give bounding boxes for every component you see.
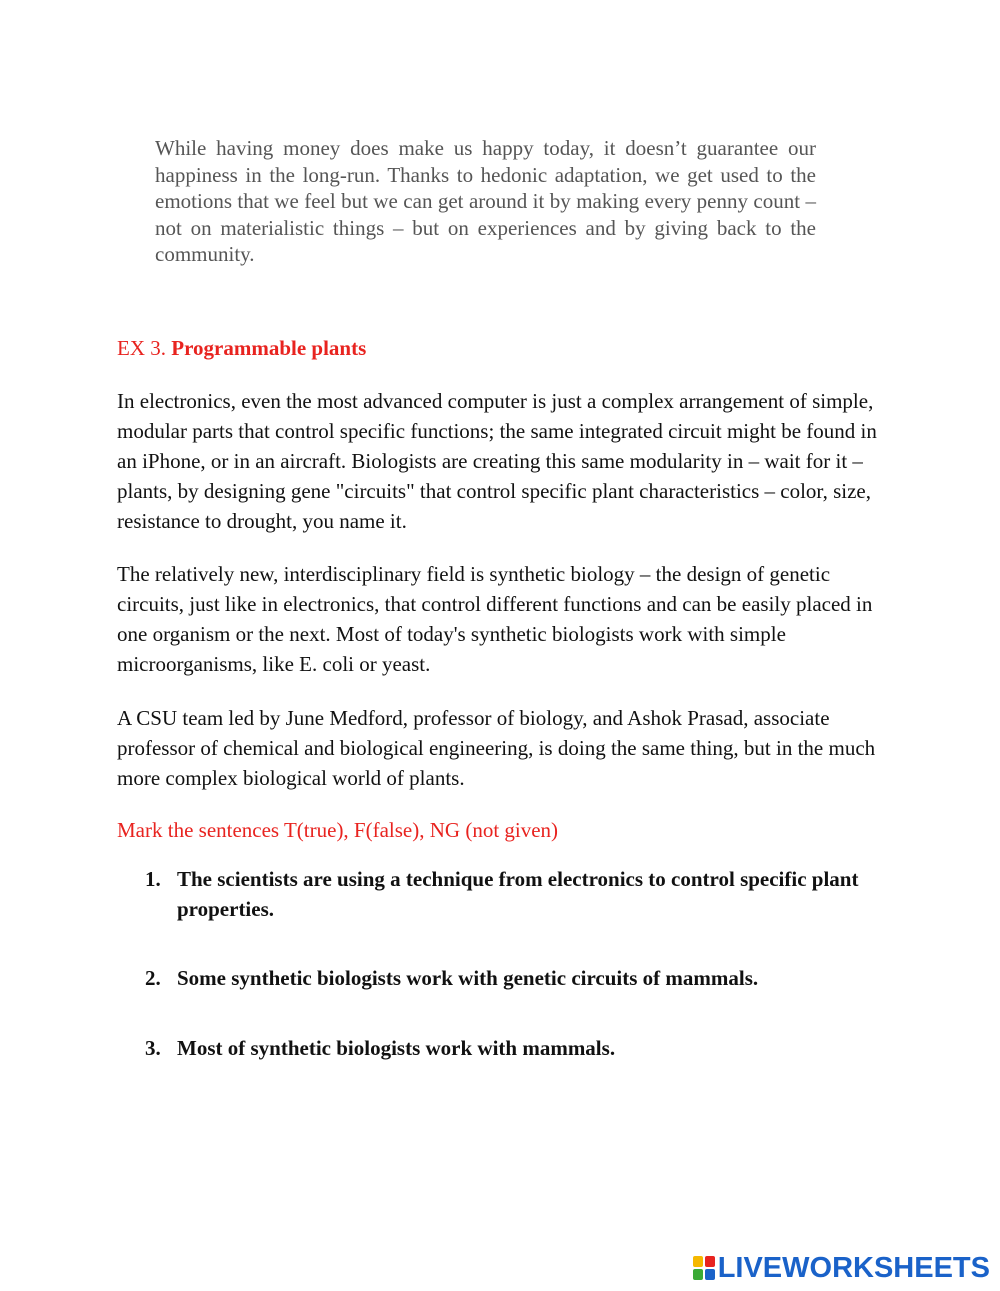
liveworksheets-logo	[693, 1251, 990, 1285]
body-paragraph-3: A CSU team led by June Medford, professor of biology, and Ashok Prasad, associate professor of chemical and biological engineering, is doing the same thing, but in the much more complex biological world of plants.	[117, 706, 876, 790]
logo-square	[705, 1269, 715, 1280]
logo-text: LIVEWORKSHEETS	[717, 1251, 990, 1284]
quote-paragraph: While having money does make us happy today, it doesn’t guarantee our happiness in the long-run. Thanks to hedonic adaptation, we get used to the emotions that we feel but we can get around it by making every penny count – not on materialistic things – but on experiences and by giving back to the community.	[155, 136, 816, 266]
instruction-text: Mark the sentences T(true), F(false), NG (not given)	[117, 818, 559, 842]
logo-square	[693, 1269, 703, 1280]
question-number: 1.	[145, 867, 161, 891]
logo-square	[705, 1256, 715, 1267]
question-text: Some synthetic biologists work with genetic circuits of mammals.	[177, 966, 759, 990]
question-item-2	[145, 963, 875, 993]
body-paragraph-1: In electronics, even the most advanced computer is just a complex arrangement of simple, modular parts that control specific functions; the same integrated circuit might be found in an iPhone, or in an aircraft. Biologists are creating this same modularity in – wait for it – plants, by designing gene "circuits" that control specific plant characteristics – color, size, resistance to drought, you name it.	[117, 389, 877, 533]
question-number: 2.	[145, 966, 161, 990]
exercise-heading	[117, 334, 366, 362]
question-text: Most of synthetic biologists work with mammals.	[177, 1036, 616, 1060]
question-number: 3.	[145, 1036, 161, 1060]
question-item-1	[145, 864, 875, 924]
question-text: The scientists are using a technique from electronics to control specific plant properties.	[177, 867, 859, 921]
exercise-title: Programmable plants	[171, 336, 367, 360]
body-paragraph-2: The relatively new, interdisciplinary field is synthetic biology – the design of genetic circuits, just like in electronics, that control different functions and can be easily placed in one organism or the next. Most of today's synthetic biologists work with simple microorganisms, like E. coli or yeast.	[117, 562, 873, 676]
logo-icon	[693, 1256, 715, 1280]
exercise-label: EX 3.	[117, 336, 166, 360]
logo-square	[693, 1256, 703, 1267]
question-item-3	[145, 1033, 875, 1063]
